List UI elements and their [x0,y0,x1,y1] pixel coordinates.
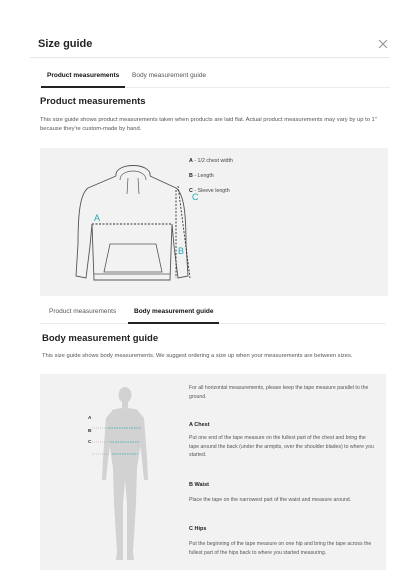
legend-a [189,158,233,164]
close-icon[interactable] [376,37,390,51]
product-heading: Product measurements [40,96,146,107]
tab-body-measurement-guide[interactable]: Body measurement guide [134,306,213,328]
section-text-waist: Place the tape on the narrowest part of the waist and measure around. [189,497,352,503]
measure-label-c: C [192,192,199,202]
figure-mark-a: A [88,416,92,421]
section-title-waist: B Waist [189,482,209,488]
legend-text: - Length [194,173,214,179]
tab-product-measurements[interactable]: Product measurements [49,308,117,315]
modal-title: Size guide [38,38,93,50]
header-divider [30,57,390,58]
product-diagram-panel [40,148,388,296]
hoodie-diagram [58,154,208,294]
legend-text: - 1/2 chest width [194,158,233,164]
legend-key: A [189,158,193,164]
figure-mark-b: B [88,429,92,434]
modal-header [0,0,416,58]
body-figure [100,384,150,568]
section-text-chest: Put one end of the tape measure on the fullest part of the chest and bring the tape around the back (under the armpits, over the shoulder blades) to where you started. [189,435,374,458]
legend-c [189,188,230,194]
body-intro-text: For all horizontal measurements, please keep the tape measure parallel to the ground. [189,385,369,400]
legend-key: C [189,188,193,194]
measure-label-a: A [94,213,101,223]
tab-bar-bottom [40,306,386,328]
section-text-hips: Put the beginning of the tape measure on one hip and bring the tape across the fullest part of the hips back to where you started measuring. [189,541,372,556]
tab-bar-top [40,70,390,92]
legend-b [189,173,214,179]
figure-mark-c: C [88,440,92,445]
legend-key: B [189,173,193,179]
section-title-chest: A Chest [189,422,210,428]
body-diagram-panel [40,374,386,570]
tab-body-measurement-guide[interactable]: Body measurement guide [132,72,207,79]
measure-leader-lines [92,424,112,456]
body-heading: Body measurement guide [42,333,159,344]
measure-label-b: B [178,246,185,256]
product-description: This size guide shows product measurements taken when products are laid flat. Actual product measurements may vary by up to 1" because they're custom-made by hand. [40,117,377,132]
legend-text: - Sleeve length [194,188,230,194]
body-description: This size guide shows body measurements. We suggest ordering a size up when your measurements are between sizes. [42,353,353,359]
section-title-hips: C Hips [189,526,207,532]
tab-product-measurements[interactable]: Product measurements [47,70,119,92]
